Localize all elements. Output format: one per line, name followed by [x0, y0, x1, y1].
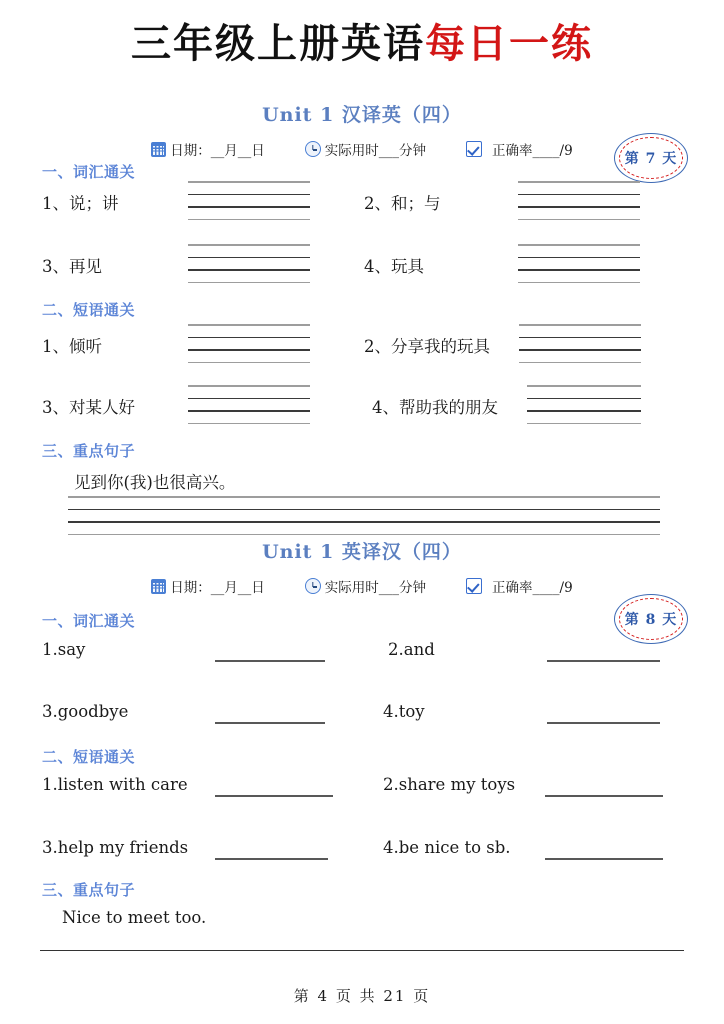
footer-page-number: 第 4 页 共 21 页 [293, 987, 431, 1005]
answer-blank[interactable] [215, 722, 325, 724]
section-1-part-1-label: 一、词汇通关 [42, 163, 136, 181]
section-1-part-2-item-2: 2、分享我的玩具 [364, 337, 490, 356]
time-label-2: 实际用时___分钟 [324, 580, 427, 596]
meta-row-2 [0, 576, 724, 596]
date-label-1: 日期：__月__日 [170, 143, 265, 159]
section-1-part-2-item-1: 1、倾听 [42, 337, 102, 356]
section-1-part-1-item-1: 1、说；讲 [42, 194, 119, 213]
day-badge-1 [614, 133, 688, 183]
section-2-part-1-label: 一、词汇通关 [42, 612, 136, 630]
meta-date-2 [151, 576, 265, 596]
section-2-part-2-item-4: 4.be nice to sb. [383, 838, 511, 857]
section-1-part-2-item-4: 4、帮助我的朋友 [372, 398, 498, 417]
section-1-sentence: 见到你(我)也很高兴。 [74, 473, 236, 492]
section-2-part-1-item-3: 3.goodbye [42, 702, 129, 721]
writing-lines[interactable] [188, 324, 310, 364]
section-2-sentence: Nice to meet too. [62, 908, 207, 927]
section-1-part-2-item-3: 3、对某人好 [42, 398, 135, 417]
unit-heading-1: Unit 1 汉译英（四） [262, 104, 462, 126]
section-2-part-2-item-1: 1.listen with care [42, 775, 188, 794]
meta-date-1 [151, 139, 265, 159]
unit-heading-2: Unit 1 英译汉（四） [262, 541, 462, 563]
calendar-icon [151, 142, 166, 157]
meta-score-1 [466, 139, 573, 159]
checkbox-checked-icon [466, 578, 482, 594]
section-1-part-1-item-4: 4、玩具 [364, 257, 424, 276]
meta-time-1 [305, 139, 426, 159]
writing-lines[interactable] [527, 385, 641, 425]
writing-lines[interactable] [188, 181, 310, 221]
answer-blank[interactable] [547, 722, 660, 724]
section-2-part-2-label: 二、短语通关 [42, 748, 136, 766]
score-label-2: 正确率____/9 [492, 580, 573, 596]
section-1-part-1-item-3: 3、再见 [42, 257, 102, 276]
footer-divider [40, 950, 684, 951]
meta-time-2 [305, 576, 426, 596]
section-2-part-2-item-3: 3.help my friends [42, 838, 189, 857]
section-1-part-2-label: 二、短语通关 [42, 301, 136, 319]
answer-blank[interactable] [215, 858, 328, 860]
clock-icon [305, 578, 321, 594]
badge-label-1: 第 7 天 [624, 151, 678, 167]
section-2-part-1-item-1: 1.say [42, 640, 86, 659]
answer-blank[interactable] [547, 660, 660, 662]
day-badge-2 [614, 594, 688, 644]
answer-blank[interactable] [545, 795, 663, 797]
calendar-icon [151, 579, 166, 594]
section-1-part-3-label: 三、重点句子 [42, 442, 136, 460]
section-2-part-1-item-4: 4.toy [383, 702, 425, 721]
date-label-2: 日期：__月__日 [170, 580, 265, 596]
section-2-part-1-item-2: 2.and [388, 640, 435, 659]
page-title-black: 三年级上册英语 [131, 20, 425, 67]
page-title-red: 每日一练 [425, 20, 593, 67]
badge-label-2: 第 8 天 [624, 612, 678, 628]
checkbox-checked-icon [466, 141, 482, 157]
answer-blank[interactable] [545, 858, 663, 860]
section-2 [0, 537, 724, 596]
writing-lines[interactable] [188, 385, 310, 425]
score-label-1: 正确率____/9 [492, 143, 573, 159]
section-1-part-1-item-2: 2、和；与 [364, 194, 441, 213]
writing-lines[interactable] [518, 181, 640, 221]
time-label-1: 实际用时___分钟 [324, 143, 427, 159]
meta-score-2 [466, 576, 573, 596]
section-2-part-3-label: 三、重点句子 [42, 881, 136, 899]
page-title [0, 0, 724, 66]
writing-lines[interactable] [188, 244, 310, 284]
clock-icon [305, 141, 321, 157]
answer-blank[interactable] [215, 795, 333, 797]
writing-lines-wide[interactable] [68, 496, 660, 536]
answer-blank[interactable] [215, 660, 325, 662]
section-2-part-2-item-2: 2.share my toys [383, 775, 516, 794]
writing-lines[interactable] [519, 324, 641, 364]
writing-lines[interactable] [518, 244, 640, 284]
